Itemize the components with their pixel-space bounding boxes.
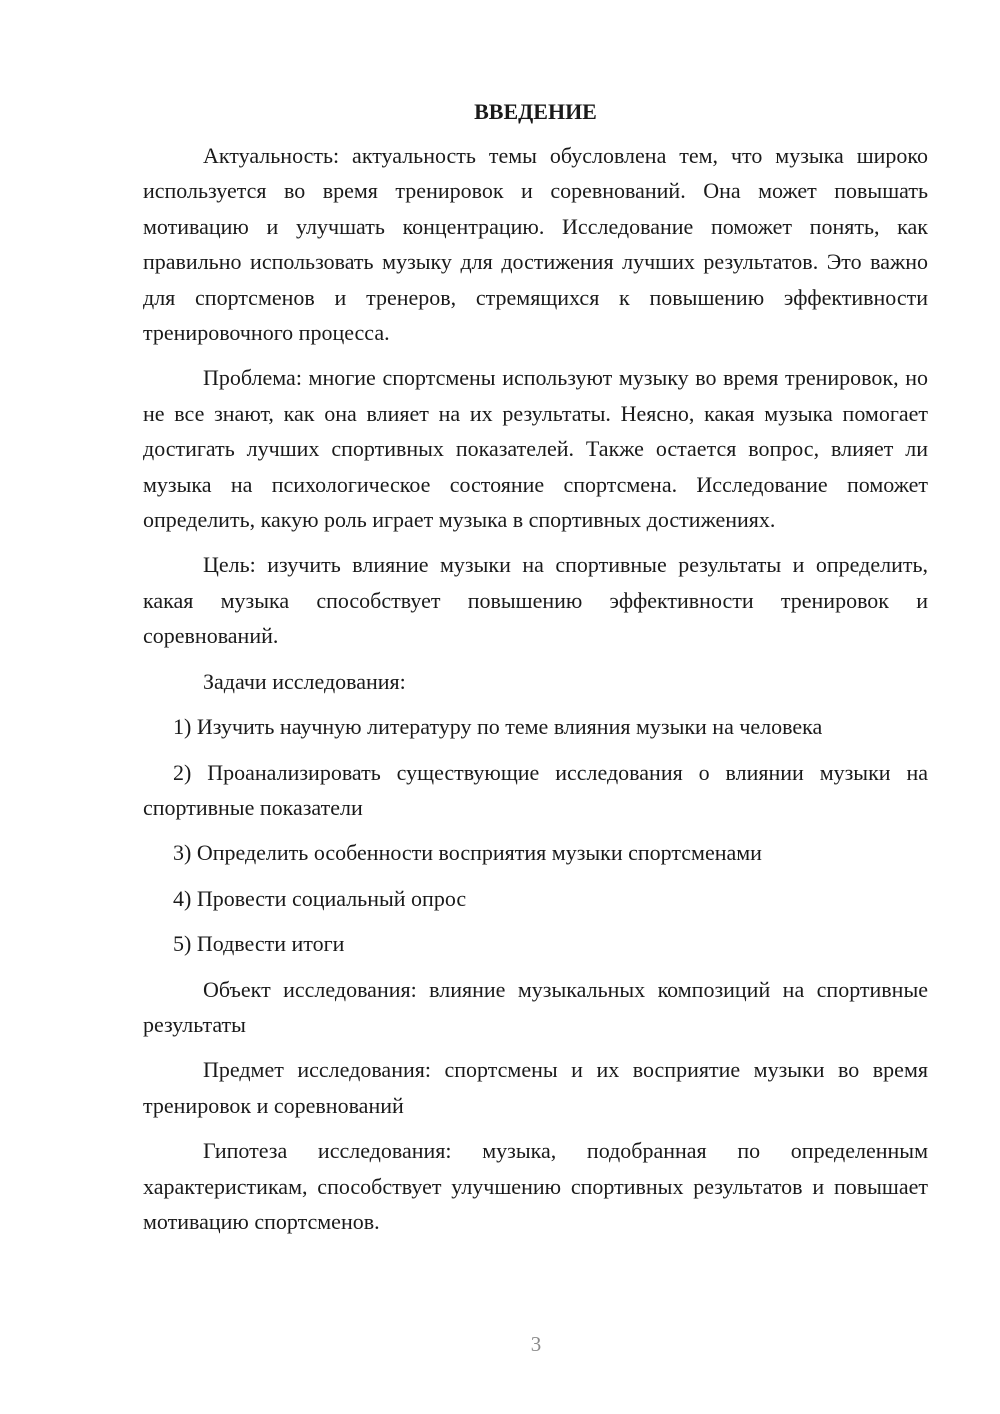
page-number: 3 xyxy=(530,1332,542,1356)
paragraph-problem: Проблема: многие спортсмены используют музыку во время тренировок, но не все знают, как она влияет на их результаты. Неясно, какая музыка помогает достигать лучших спортивных показателей. Также остается вопрос, влияет ли музыка на психологическое состояние спортсмена. Исследование поможет определить, какую роль играет музыка в спортивных достижениях. xyxy=(143,365,928,533)
task-item-1: 1) Изучить научную литературу по теме влияния музыки на человека xyxy=(173,714,823,740)
paragraph-subject: Предмет исследования: спортсмены и их восприятие музыки во время тренировок и соревнований xyxy=(143,1057,928,1118)
paragraph-object: Объект исследования: влияние музыкальных композиций на спортивные результаты xyxy=(143,976,928,1037)
paragraph-goal: Цель: изучить влияние музыки на спортивные результаты и определить, какая музыка способствует повышению эффективности тренировок и соревнований. xyxy=(143,552,928,649)
task-item-4: 4) Провести социальный опрос xyxy=(173,885,467,911)
paragraph-tasks-title: Задачи исследования: xyxy=(203,668,406,694)
paragraph-relevance: Актуальность: актуальность темы обусловлена тем, что музыка широко используется во время тренировок и соревнований. Она может повышать мотивацию и улучшать концентрацию. Исследование поможет понять, как правильно использовать музыку для достижения лучших результатов. Это важно для спортсменов и тренеров, стремящихся к повышению эффективности тренировочного процесса. xyxy=(143,143,928,346)
document-page xyxy=(143,96,928,1249)
section-heading: ВВЕДЕНИЕ xyxy=(474,99,597,124)
task-item-2: 2) Проанализировать существующие исследования о влиянии музыки на спортивные показатели xyxy=(143,759,928,820)
paragraph-hypothesis: Гипотеза исследования: музыка, подобранная по определенным характеристикам, способствует улучшению спортивных результатов и повышает мотивацию спортсменов. xyxy=(143,1138,928,1234)
task-item-3: 3) Определить особенности восприятия музыки спортсменами xyxy=(173,840,762,866)
task-item-5: 5) Подвести итоги xyxy=(173,931,345,957)
